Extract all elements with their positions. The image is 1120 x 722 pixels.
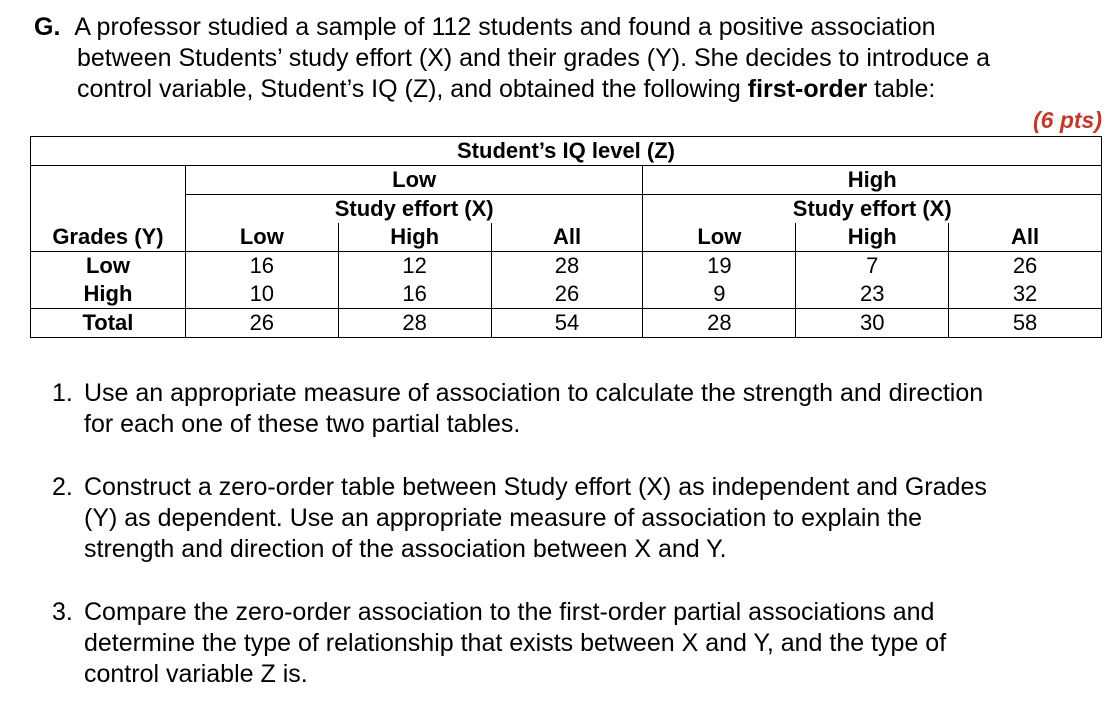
table-cell: 16 10 bbox=[185, 252, 338, 309]
problem-line-2: between Students’ study effort (X) and their grades (Y). She decides to introduce a bbox=[77, 44, 991, 72]
question-text: Use an appropriate measure of association to calculate the strength and direction for each one of these two partial tables. bbox=[84, 379, 984, 438]
row-label-low: Low bbox=[85, 253, 130, 278]
problem-label: G. bbox=[34, 13, 61, 41]
problem-line-3: control variable, Student’s IQ (Z), and obtained the following first-order table: bbox=[77, 75, 936, 103]
col-header: High bbox=[796, 223, 949, 252]
problem-line-1: G. A professor studied a sample of 112 students and found a positive association bbox=[34, 13, 936, 41]
col-header: Low bbox=[643, 223, 796, 252]
col-header: High bbox=[338, 223, 491, 252]
question-number: 3. bbox=[52, 598, 73, 626]
question-number: 2. bbox=[52, 473, 73, 501]
group-low-sub: Study effort (X) bbox=[185, 195, 643, 224]
first-order-term: first-order bbox=[747, 75, 868, 103]
table-cell: 58 bbox=[949, 309, 1102, 338]
table-cell: 54 bbox=[491, 309, 643, 338]
table-cell: 26 32 bbox=[949, 252, 1102, 309]
table-cell: 7 23 bbox=[796, 252, 949, 309]
first-order-table bbox=[30, 136, 1102, 338]
row-label-high: High bbox=[83, 281, 133, 306]
col-header: All bbox=[949, 223, 1102, 252]
problem-statement bbox=[34, 12, 1094, 105]
table-cell: 28 bbox=[643, 309, 796, 338]
group-high-label: High bbox=[643, 166, 1102, 195]
col-header: Low bbox=[185, 223, 338, 252]
table-cell: 26 bbox=[185, 309, 338, 338]
question-number: 1. bbox=[52, 379, 73, 407]
row-header-grades: Grades (Y) bbox=[31, 223, 186, 252]
table-cell: 28 26 bbox=[491, 252, 643, 309]
table-cell: 28 bbox=[338, 309, 491, 338]
question-3 bbox=[52, 597, 1102, 690]
col-header: All bbox=[491, 223, 643, 252]
table-cell: 12 16 bbox=[338, 252, 491, 309]
corner-cell-2 bbox=[31, 195, 186, 224]
table-cell: 19 9 bbox=[643, 252, 796, 309]
question-1 bbox=[52, 378, 1102, 440]
question-list bbox=[52, 378, 1102, 722]
group-low-label: Low bbox=[185, 166, 643, 195]
question-text: Compare the zero-order association to the first-order partial associations and determine the type of relationship that exists between X and Y, and the type of control variable Z is. bbox=[84, 598, 947, 688]
points-label: (6 pts) bbox=[1033, 107, 1102, 133]
row-label-group bbox=[31, 252, 186, 309]
control-variable-title: Student’s IQ level (Z) bbox=[31, 137, 1102, 166]
group-high-sub: Study effort (X) bbox=[643, 195, 1102, 224]
corner-cell bbox=[31, 166, 186, 195]
table-cell: 30 bbox=[796, 309, 949, 338]
question-text: Construct a zero-order table between Study effort (X) as independent and Grades (Y) as dependent. Use an appropriate measure of association to explain the strength and direction of the association between X and Y. bbox=[84, 473, 987, 563]
row-label-total: Total bbox=[31, 309, 186, 338]
question-2 bbox=[52, 472, 1102, 565]
